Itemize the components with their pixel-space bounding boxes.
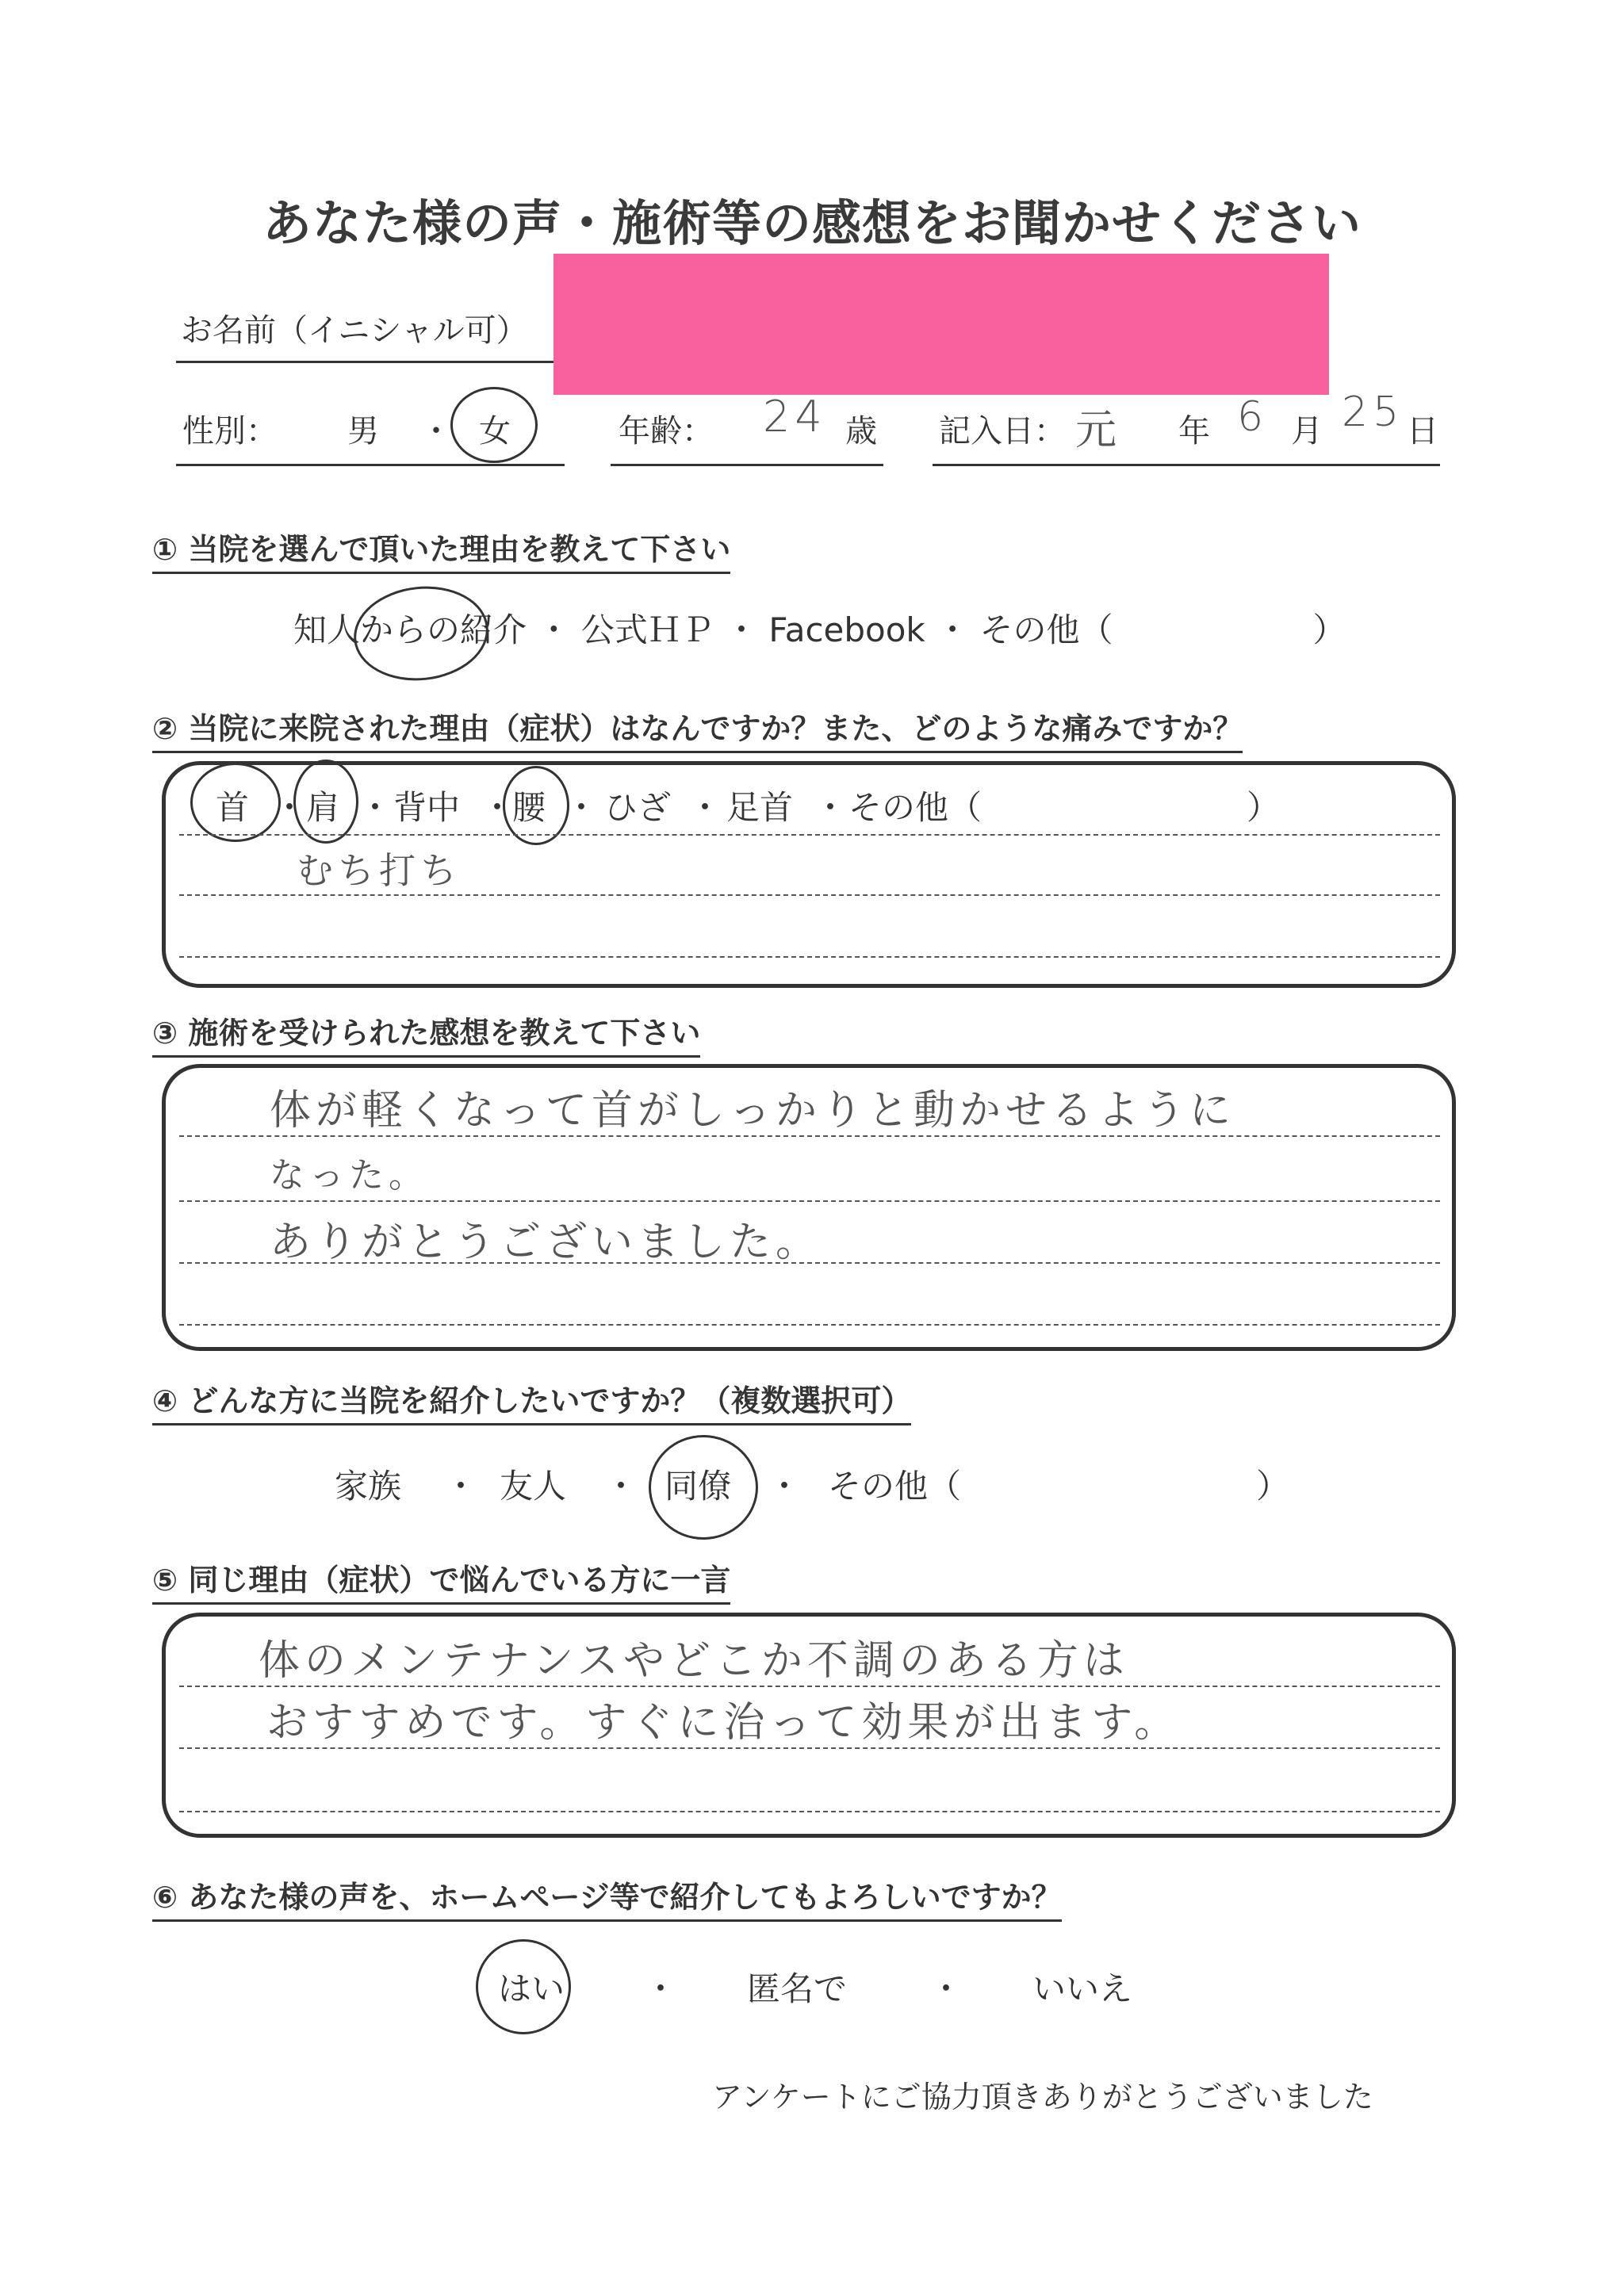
q2-option-knee[interactable]: ひざ bbox=[604, 788, 672, 827]
q4-colleague-circle bbox=[649, 1435, 758, 1540]
date-year-unit: 年 bbox=[1178, 413, 1210, 450]
q4-option-friend[interactable]: 友人 bbox=[500, 1467, 567, 1506]
q3-line-3[interactable]: ありがとうございました。 bbox=[270, 1219, 822, 1266]
q3-line-2[interactable]: なった。 bbox=[270, 1155, 428, 1196]
q3-rule-1 bbox=[179, 1135, 1440, 1137]
gender-female[interactable]: 女 bbox=[479, 413, 511, 450]
q1-heading: ① 当院を選んで頂いた理由を教えて下さい bbox=[152, 525, 730, 574]
q6-option-no[interactable]: いいえ bbox=[1032, 1969, 1133, 2008]
q4-option-colleague[interactable]: 同僚 bbox=[665, 1467, 732, 1506]
q4-sep-2: ・ bbox=[604, 1467, 638, 1506]
q2-sep-3: ・ bbox=[481, 788, 515, 827]
q4-sep-1: ・ bbox=[444, 1467, 478, 1506]
q3-rule-3 bbox=[179, 1262, 1440, 1264]
q2-sep-1: ・ bbox=[273, 788, 307, 827]
q4-other-close: ） bbox=[1256, 1467, 1290, 1506]
q3-rule-2 bbox=[179, 1200, 1440, 1202]
date-month[interactable]: 6 bbox=[1237, 393, 1269, 441]
q5-heading: ⑤ 同じ理由（症状）で悩んでいる方に一言 bbox=[152, 1556, 730, 1605]
age-value[interactable]: 24 bbox=[763, 392, 827, 442]
q2-rule-1 bbox=[179, 834, 1440, 836]
q1-selection-circle bbox=[349, 580, 492, 687]
date-month-unit: 月 bbox=[1291, 413, 1323, 450]
q4-option-other[interactable]: その他（ bbox=[828, 1467, 962, 1506]
q3-line-1[interactable]: 体が軽くなって首がしっかりと動かせるように bbox=[270, 1087, 1236, 1135]
q2-neck-circle bbox=[190, 763, 281, 842]
age-underline bbox=[611, 464, 883, 466]
name-underline bbox=[176, 361, 557, 363]
q6-heading: ⑥ あなた様の声を、ホームページ等で紹介してもよろしいですか？ bbox=[152, 1873, 1062, 1922]
q5-rule-2 bbox=[179, 1747, 1440, 1749]
q6-option-yes[interactable]: はい bbox=[498, 1969, 565, 2008]
name-redaction bbox=[553, 254, 1329, 395]
page-title: あなた様の声・施術等の感想をお聞かせください bbox=[262, 194, 1362, 252]
date-underline bbox=[933, 464, 1440, 466]
q3-heading: ③ 施術を受けられた感想を教えて下さい bbox=[152, 1008, 700, 1058]
q6-sep-1: ・ bbox=[644, 1969, 678, 2008]
q2-option-ankle[interactable]: 足首 bbox=[726, 788, 794, 827]
q2-option-neck[interactable]: 首 bbox=[216, 788, 250, 827]
q1-options[interactable]: 知人からの紹介 ・ 公式ＨＰ ・ Facebook ・ その他（ ） bbox=[293, 610, 1346, 649]
q5-line-2[interactable]: おすすめです。すぐに治って効果が出ます。 bbox=[266, 1699, 1181, 1747]
q2-rule-2 bbox=[179, 894, 1440, 896]
q5-rule-3 bbox=[179, 1811, 1440, 1812]
age-label: 年齢： bbox=[619, 413, 714, 450]
q2-waist-circle bbox=[503, 766, 569, 845]
q4-sep-3: ・ bbox=[768, 1467, 802, 1506]
age-unit: 歳 bbox=[845, 413, 877, 450]
date-era[interactable]: 元 bbox=[1075, 407, 1122, 454]
q2-sep-5: ・ bbox=[688, 788, 722, 827]
gender-male[interactable]: 男 bbox=[347, 413, 379, 450]
q2-rule-3 bbox=[179, 956, 1440, 958]
q5-rule-1 bbox=[179, 1686, 1440, 1687]
q2-sep-4: ・ bbox=[565, 788, 599, 827]
name-label: お名前（イニシャル可） bbox=[181, 312, 528, 349]
q2-sep-2: ・ bbox=[358, 788, 393, 827]
q2-other-close: ） bbox=[1247, 788, 1281, 827]
q4-heading: ④ どんな方に当院を紹介したいですか？（複数選択可） bbox=[152, 1376, 911, 1425]
q2-shoulder-circle bbox=[293, 760, 358, 844]
q2-option-waist[interactable]: 腰 bbox=[512, 788, 546, 827]
q3-rule-4 bbox=[179, 1324, 1440, 1326]
q2-option-other[interactable]: その他（ bbox=[848, 788, 982, 827]
q6-option-anonymous[interactable]: 匿名で bbox=[747, 1969, 848, 2008]
q2-answer-text[interactable]: むち打ち bbox=[297, 849, 462, 892]
gender-underline bbox=[176, 464, 565, 466]
q4-option-family[interactable]: 家族 bbox=[335, 1467, 402, 1506]
q6-yes-circle bbox=[476, 1939, 571, 2034]
gender-label: 性別： bbox=[182, 413, 278, 450]
q5-line-1[interactable]: 体のメンテナンスやどこか不調のある方は bbox=[259, 1637, 1129, 1685]
gender-female-circle bbox=[450, 387, 538, 463]
date-day-unit: 日 bbox=[1407, 413, 1438, 450]
q2-option-back[interactable]: 背中 bbox=[393, 788, 461, 827]
q2-sep-6: ・ bbox=[814, 788, 848, 827]
date-label: 記入日： bbox=[939, 413, 1066, 450]
date-day[interactable]: 25 bbox=[1342, 388, 1404, 436]
q6-sep-2: ・ bbox=[929, 1969, 963, 2008]
gender-dot: ・ bbox=[420, 413, 452, 450]
q2-option-shoulder[interactable]: 肩 bbox=[306, 788, 340, 827]
q2-heading: ② 当院に来院された理由（症状）はなんですか？また、どのような痛みですか？ bbox=[152, 704, 1243, 753]
footer-thanks: アンケートにご協力頂きありがとうございました bbox=[712, 2080, 1373, 2114]
